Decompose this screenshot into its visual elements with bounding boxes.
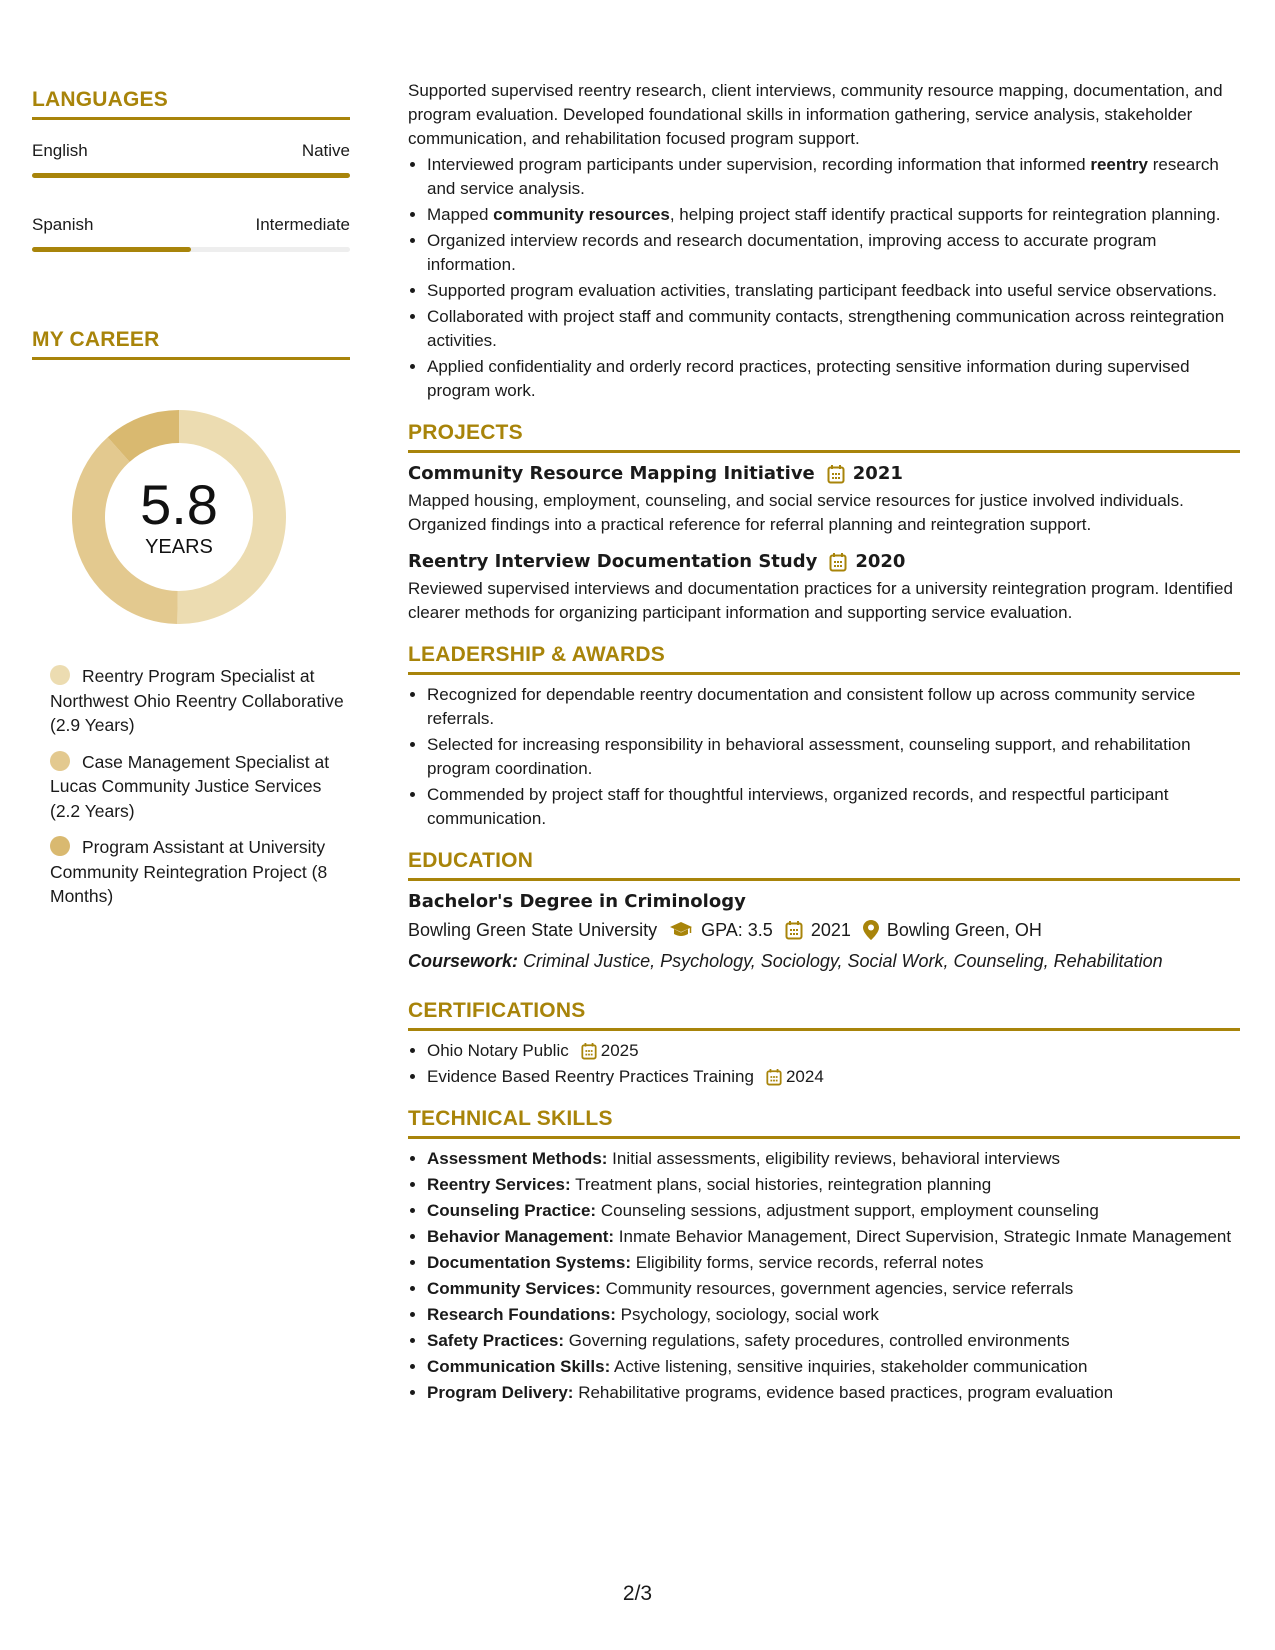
leadership-list (408, 683, 1240, 831)
experience-bullet: • Collaborated with project staff and community contacts, strengthening communication across reintegration activities. (427, 305, 1240, 353)
calendar-icon (766, 1068, 782, 1086)
project-name: Community Resource Mapping Initiative (408, 463, 815, 484)
language-level: Intermediate (255, 215, 350, 234)
right-column (408, 79, 1240, 1407)
career-total-years: 5.8 (140, 472, 218, 536)
languages-heading: LANGUAGES (32, 88, 350, 120)
education-heading: EDUCATION (408, 849, 1240, 881)
legend-dot (50, 665, 70, 685)
career-role-text: Program Assistant at University Community Reintegration Project (8 Months) (50, 837, 328, 906)
certifications-section (408, 999, 1240, 1089)
graduation-year: 2021 (810, 920, 851, 940)
skills-heading: TECHNICAL SKILLS (408, 1107, 1240, 1139)
experience-bullet: • Interviewed program participants under supervision, recording information that informed reentry research and service analysis. (427, 153, 1240, 201)
legend-dot (50, 836, 70, 856)
skill-item: • Counseling Practice: Counseling sessions, adjustment support, employment counseling (427, 1199, 1240, 1223)
certification-item: • Ohio Notary Public 2025 (427, 1039, 1240, 1063)
coursework-label: Coursework: (408, 951, 519, 971)
certifications-list (408, 1039, 1240, 1089)
education-meta (408, 915, 1240, 945)
project-description: Reviewed supervised interviews and documentation practices for a university reintegration program. Identified clearer methods for organizing participant information and supporting service evaluation. (408, 579, 1233, 622)
certification-year: 2024 (785, 1067, 824, 1086)
language-item (32, 214, 350, 252)
location-pin-icon (863, 920, 879, 940)
project-description: Mapped housing, employment, counseling, and social service resources for justice involved individuals. Organized findings into a practical reference for referral planning and reintegration support. (408, 491, 1184, 534)
career-legend (32, 664, 350, 909)
career-role-text: Case Management Specialist at Lucas Community Justice Services (2.2 Years) (50, 751, 330, 821)
language-name: Spanish (32, 215, 94, 234)
language-proficiency-bar (32, 173, 350, 178)
language-proficiency-fill (32, 247, 191, 252)
skill-item: • Research Foundations: Psychology, sociology, social work (427, 1303, 1240, 1327)
project-title-row (408, 549, 1240, 575)
career-legend-item (50, 750, 350, 824)
experience-summary: Supported supervised reentry research, client interviews, community resource mapping, documentation, and program evaluation. Developed foundational skills in information gathering, service analysis, stakeholder communication, and rehabilitation focused program support. (408, 81, 1223, 148)
leadership-item: • Recognized for dependable reentry documentation and consistent follow up across community service referrals. (427, 683, 1240, 731)
calendar-icon (785, 920, 803, 940)
skill-item: • Reentry Services: Treatment plans, social histories, reintegration planning (427, 1173, 1240, 1197)
project-year: 2020 (855, 551, 906, 572)
gpa: GPA: 3.5 (701, 920, 773, 940)
language-item (32, 140, 350, 178)
skill-item: • Documentation Systems: Eligibility forms, service records, referral notes (427, 1251, 1240, 1275)
skill-item: • Assessment Methods: Initial assessments, eligibility reviews, behavioral interviews (427, 1147, 1240, 1171)
project-name: Reentry Interview Documentation Study (408, 551, 818, 572)
language-proficiency-fill (32, 173, 350, 178)
career-heading: MY CAREER (32, 328, 350, 360)
page-number: 2/3 (622, 1582, 653, 1605)
language-level: Native (301, 141, 350, 160)
skill-item: • Communication Skills: Active listening, sensitive inquiries, stakeholder communication (427, 1355, 1240, 1379)
skills-section (408, 1107, 1240, 1405)
leadership-item: • Selected for increasing responsibility in behavioral assessment, counseling support, and rehabilitation program coordination. (427, 733, 1240, 781)
skills-list (408, 1147, 1240, 1405)
certification-item: • Evidence Based Reentry Practices Training 2024 (427, 1065, 1240, 1089)
career-role-text: Reentry Program Specialist at Northwest Ohio Reentry Collaborative (2.9 Years) (50, 666, 344, 735)
left-column (32, 88, 350, 921)
career-legend-item (50, 835, 350, 909)
project-title-row (408, 461, 1240, 487)
degree-name: Bachelor's Degree in Criminology (408, 891, 746, 912)
calendar-icon (581, 1042, 597, 1060)
school-name: Bowling Green State University (408, 920, 658, 940)
school-location: Bowling Green, OH (886, 920, 1042, 940)
projects-section (408, 421, 1240, 625)
certifications-heading: CERTIFICATIONS (408, 999, 1240, 1031)
calendar-icon (827, 464, 845, 484)
career-donut-chart (66, 404, 292, 630)
skill-item: • Community Services: Community resources, government agencies, service referrals (427, 1277, 1240, 1301)
career-total-unit: YEARS (145, 535, 213, 558)
education-section (408, 849, 1240, 973)
skill-item: • Behavior Management: Inmate Behavior Management, Direct Supervision, Strategic Inmate Management (427, 1225, 1240, 1249)
coursework (408, 949, 1240, 973)
leadership-section (408, 643, 1240, 831)
language-proficiency-bar (32, 247, 350, 252)
experience-bullets (408, 153, 1240, 403)
experience-bullet: • Mapped community resources, helping project staff identify practical supports for reintegration planning. (427, 203, 1240, 227)
certification-year: 2025 (600, 1041, 639, 1060)
experience-bullet: • Organized interview records and research documentation, improving access to accurate program information. (427, 229, 1240, 277)
projects-heading: PROJECTS (408, 421, 1240, 453)
career-legend-item (50, 664, 350, 738)
experience-bullet: • Applied confidentiality and orderly record practices, protecting sensitive information during supervised program work. (427, 355, 1240, 403)
coursework-list: Criminal Justice, Psychology, Sociology, Social Work, Counseling, Rehabilitation (523, 951, 1163, 971)
language-name: English (32, 141, 88, 160)
graduation-cap-icon (669, 921, 693, 939)
legend-dot (50, 751, 70, 771)
skill-item: • Safety Practices: Governing regulations, safety procedures, controlled environments (427, 1329, 1240, 1353)
project-year: 2021 (852, 463, 903, 484)
skill-item: • Program Delivery: Rehabilitative programs, evidence based practices, program evaluation (427, 1381, 1240, 1405)
leadership-item: • Commended by project staff for thoughtful interviews, organized records, and respectful participant communication. (427, 783, 1240, 831)
experience-bullet: • Supported program evaluation activities, translating participant feedback into useful service observations. (427, 279, 1240, 303)
calendar-icon (829, 552, 847, 572)
leadership-heading: LEADERSHIP & AWARDS (408, 643, 1240, 675)
